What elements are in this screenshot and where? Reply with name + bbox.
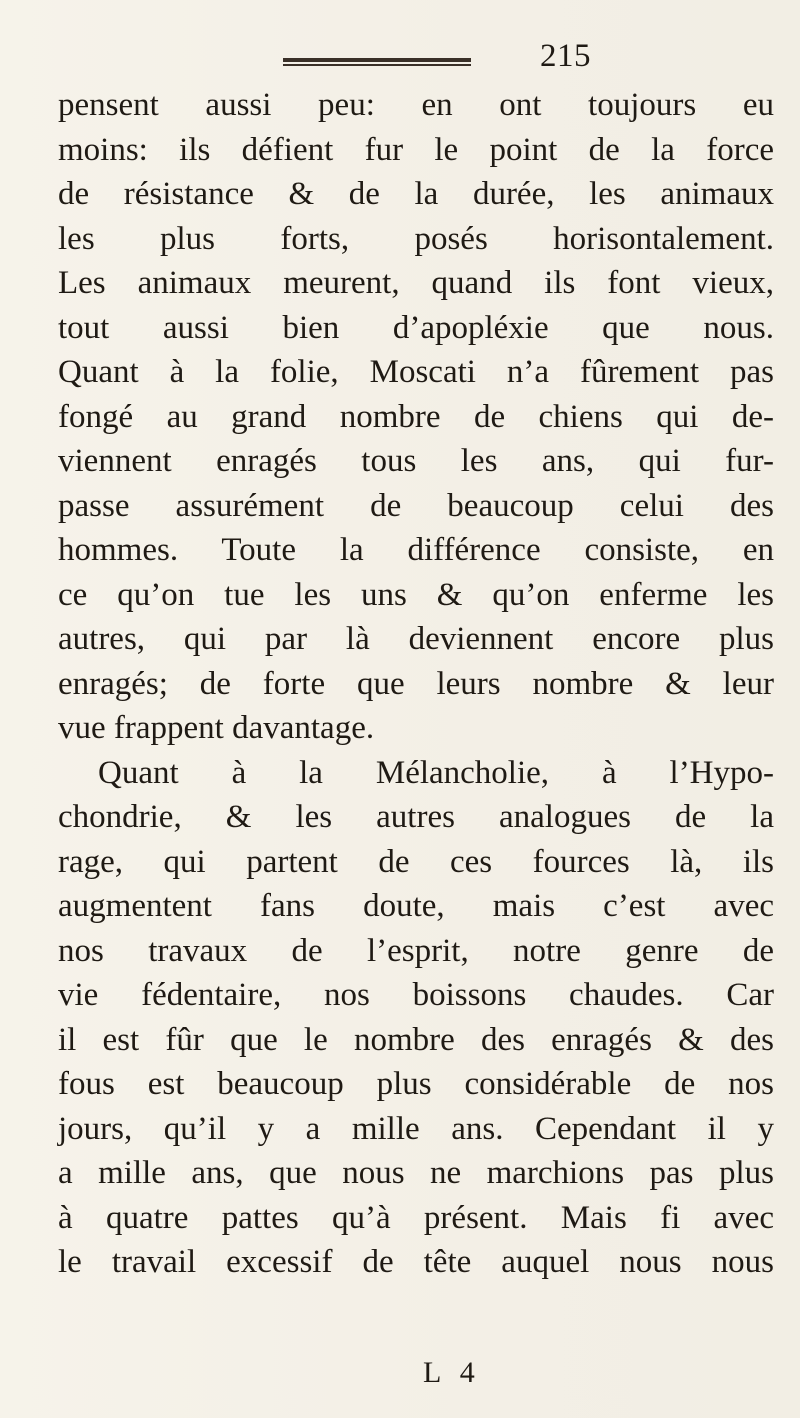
text-line-11: hommes. Toute la différence consiste, en: [58, 532, 774, 568]
text-line-21: vie fédentaire, nos boissons chaudes. Car: [58, 977, 774, 1013]
text-line-26: à quatre pattes qu’à présent. Mais fi avec: [58, 1199, 774, 1236]
text-line-1: pensent aussi peu: en ont toujours eu: [58, 87, 774, 123]
text-line-24: jours, qu’il y a mille ans. Cependant il y: [58, 1110, 774, 1147]
text-line-5: Les animaux meurent, quand ils font vieux,: [58, 265, 774, 301]
text-line-22: il est fûr que le nombre des enragés & des: [58, 1021, 774, 1058]
page-number: 215: [540, 38, 591, 74]
text-line-25: a mille ans, que nous ne marchions pas plus: [58, 1155, 774, 1191]
text-line-8: fongé au grand nombre de chiens qui de-: [58, 398, 774, 435]
text-line-13: autres, qui par là deviennent encore plus: [58, 621, 774, 657]
text-line-14: enragés; de forte que leurs nombre & leur: [58, 665, 774, 702]
text-line-4: les plus forts, posés horisontalement.: [58, 220, 774, 257]
text-line-9: viennent enragés tous les ans, qui fur-: [58, 443, 774, 479]
text-line-19: augmentent fans doute, mais c’est avec: [58, 888, 774, 924]
text-line-12: ce qu’on tue les uns & qu’on enferme les: [58, 576, 774, 613]
text-line-23: fous est beaucoup plus considérable de nos: [58, 1066, 774, 1102]
text-line-2: moins: ils défient fur le point de la force: [58, 131, 774, 168]
text-line-15: vue frappent davantage.: [58, 710, 375, 746]
text-line-20: nos travaux de l’esprit, notre genre de: [58, 932, 774, 969]
text-line-10: passe assurément de beaucoup celui des: [58, 487, 774, 524]
catchword: L 4: [423, 1356, 481, 1389]
text-line-27: le travail excessif de tête auquel nous nous: [58, 1244, 774, 1280]
text-line-6: tout aussi bien d’apopléxie que nous.: [58, 309, 774, 346]
text-line-16: Quant à la Mélancholie, à l’Hypo-: [98, 754, 774, 791]
text-line-18: rage, qui partent de ces fources là, ils: [58, 843, 774, 880]
body-text: [58, 83, 774, 1285]
text-line-3: de résistance & de la durée, les animaux: [58, 176, 774, 212]
text-line-7: Quant à la folie, Moscati n’a fûrement pas: [58, 354, 774, 390]
header-rule: [283, 58, 471, 66]
text-line-17: chondrie, & les autres analogues de la: [58, 799, 774, 835]
